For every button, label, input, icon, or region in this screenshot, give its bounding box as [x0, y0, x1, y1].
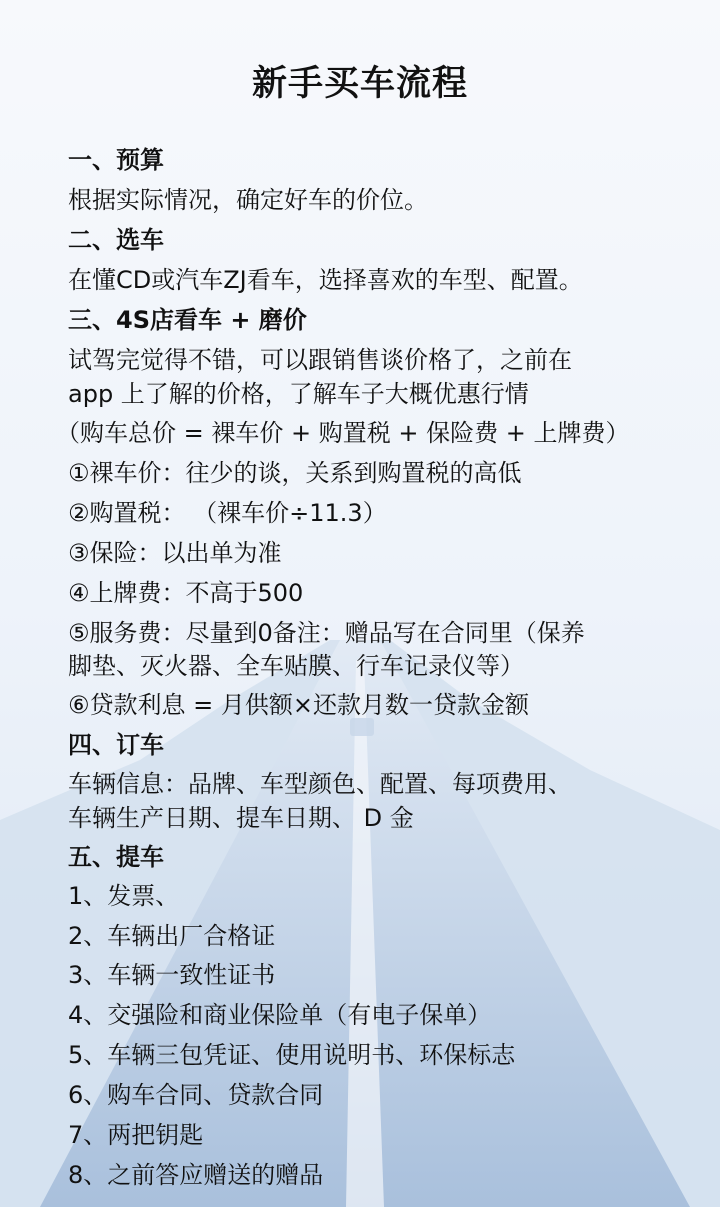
total-price-formula: （购车总价 = 裸车价 + 购置税 + 保险费 + 上牌费） — [56, 419, 630, 447]
order-line-2: 车辆生产日期、提车日期、 D 金 — [68, 804, 414, 832]
service-fee-item-cont: 脚垫、灭火器、全车贴膜、行车记录仪等） — [68, 652, 524, 680]
choose-car-text: 在懂CD或汽车ZJ看车，选择喜欢的车型、配置。 — [68, 266, 583, 294]
insurance-item: ③保险：以出单为准 — [68, 539, 282, 567]
section-heading-order: 四、订车 — [68, 731, 164, 759]
budget-text: 根据实际情况，确定好车的价位。 — [68, 186, 428, 214]
pickup-item-2: 2、车辆出厂合格证 — [68, 922, 276, 950]
license-fee-item: ④上牌费：不高于500 — [68, 579, 304, 607]
section-heading-pickup: 五、提车 — [68, 843, 164, 871]
section-heading-budget: 一、预算 — [68, 146, 164, 174]
pickup-item-3: 3、车辆一致性证书 — [68, 961, 276, 989]
page-title: 新手买车流程 — [251, 64, 468, 104]
pickup-item-8: 8、之前答应赠送的赠品 — [68, 1161, 324, 1189]
store-line-1: 试驾完觉得不错，可以跟销售谈价格了，之前在 — [68, 346, 572, 374]
pickup-item-1: 1、发票、 — [68, 882, 180, 910]
section-heading-4s-store: 三、4S店看车 + 磨价 — [68, 306, 307, 334]
loan-interest-item: ⑥贷款利息 = 月供额×还款月数一贷款金额 — [68, 691, 529, 719]
pickup-item-5: 5、车辆三包凭证、使用说明书、环保标志 — [68, 1041, 516, 1069]
service-fee-item: ⑤服务费：尽量到0备注：赠品写在合同里（保养 — [68, 619, 585, 647]
section-heading-choose-car: 二、选车 — [68, 226, 164, 254]
pickup-item-6: 6、购车合同、贷款合同 — [68, 1081, 324, 1109]
pickup-item-4: 4、交强险和商业保险单（有电子保单） — [68, 1001, 492, 1029]
purchase-tax-item: ②购置税： （裸车价÷11.3） — [68, 499, 387, 527]
pickup-item-7: 7、两把钥匙 — [68, 1121, 204, 1149]
bare-car-price-item: ①裸车价：往少的谈，关系到购置税的高低 — [68, 459, 522, 487]
order-line-1: 车辆信息：品牌、车型颜色、配置、每项费用、 — [68, 770, 572, 798]
store-line-2: app 上了解的价格，了解车子大概优惠行情 — [68, 380, 529, 408]
